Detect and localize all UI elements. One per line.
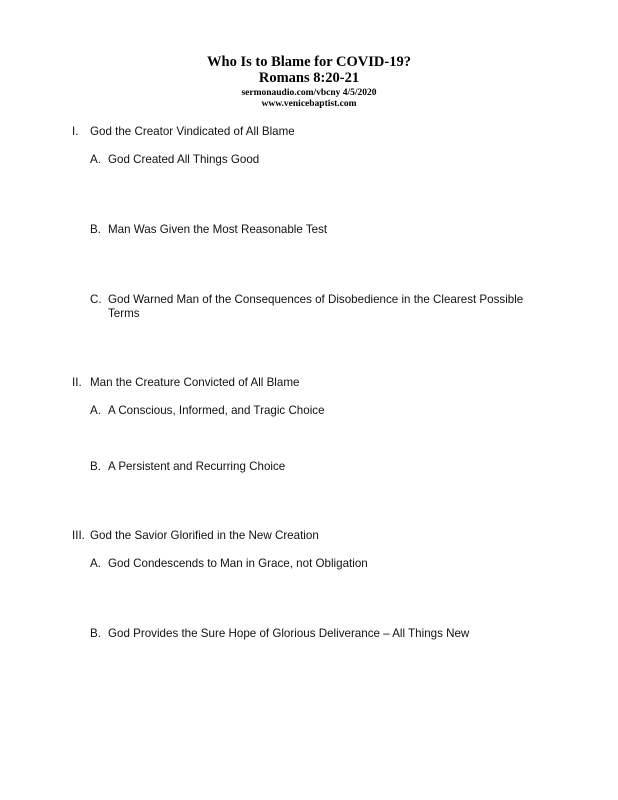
point-letter: C. xyxy=(90,293,102,306)
point-letter: B. xyxy=(90,223,101,236)
point-letter: A. xyxy=(90,404,101,417)
point-text: A Persistent and Recurring Choice xyxy=(108,460,286,473)
outline-heading-text: Man the Creature Convicted of All Blame xyxy=(90,376,300,389)
point-text: God Condescends to Man in Grace, not Obligation xyxy=(108,557,368,570)
outline-heading-text: God the Savior Glorified in the New Creation xyxy=(90,529,319,542)
point-text: God Created All Things Good xyxy=(108,153,260,166)
outline-numeral: III. xyxy=(72,529,85,542)
point-text: God Provides the Sure Hope of Glorious Deliverance – All Things New xyxy=(108,627,470,640)
outline-numeral: II. xyxy=(72,376,82,389)
point-text-continued: Terms xyxy=(108,307,140,320)
outline-heading-text: God the Creator Vindicated of All Blame xyxy=(90,125,295,138)
sermon-title: Who Is to Blame for COVID-19? xyxy=(207,54,411,70)
outline-numeral: I. xyxy=(72,125,79,138)
point-letter: B. xyxy=(90,460,101,473)
point-text: A Conscious, Informed, and Tragic Choice xyxy=(108,404,325,417)
point-letter: A. xyxy=(90,153,101,166)
website: www.venicebaptist.com xyxy=(261,99,357,109)
point-text: God Warned Man of the Consequences of Disobedience in the Clearest Possible xyxy=(108,293,524,306)
point-text: Man Was Given the Most Reasonable Test xyxy=(108,223,328,236)
point-letter: B. xyxy=(90,627,101,640)
scripture-reference: Romans 8:20-21 xyxy=(258,70,360,86)
point-letter: A. xyxy=(90,557,101,570)
source-and-date: sermonaudio.com/vbcny 4/5/2020 xyxy=(241,88,377,98)
